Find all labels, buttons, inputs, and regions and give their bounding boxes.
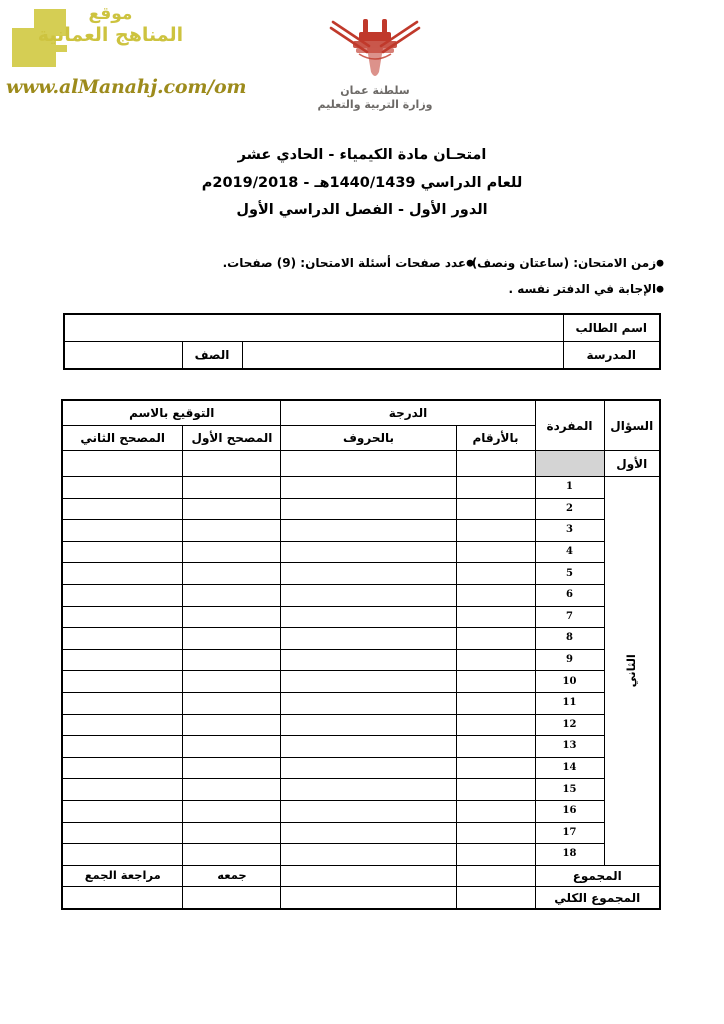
marker-first-cell[interactable]	[183, 671, 281, 693]
marker-second-cell[interactable]	[62, 822, 183, 844]
grade-letters-cell[interactable]	[281, 714, 456, 736]
marker-first-cell[interactable]	[183, 606, 281, 628]
marker-second-cell[interactable]	[62, 628, 183, 650]
watermark-url[interactable]: www.alManahj.com/om	[6, 76, 247, 98]
header-grade: الدرجة	[281, 400, 535, 426]
student-name-label: اسم الطالب	[563, 314, 660, 342]
grade-numbers-cell[interactable]	[456, 714, 535, 736]
school-label: المدرسة	[563, 342, 660, 370]
grade-numbers-cell[interactable]	[456, 649, 535, 671]
table-row-item	[62, 736, 660, 758]
grade-letters-cell[interactable]	[281, 606, 456, 628]
grade-numbers-cell[interactable]	[456, 692, 535, 714]
marker-second-cell[interactable]	[62, 477, 183, 499]
marker-first-cell[interactable]	[183, 520, 281, 542]
exam-pages-text: عدد صفحات أسئلة الامتحان: (9) صفحات.	[222, 256, 467, 270]
grade-letters-cell[interactable]	[281, 671, 456, 693]
item-number: 11	[535, 692, 604, 714]
school-field[interactable]	[242, 342, 563, 370]
header-grade-letters: بالحروف	[281, 426, 456, 451]
country-name: سلطنة عمان	[340, 84, 410, 97]
question-first-label: الأول	[604, 451, 660, 477]
marker-first-cell[interactable]	[183, 757, 281, 779]
answer-booklet-line	[508, 282, 664, 296]
total-label: المجموع	[535, 865, 660, 887]
header-marker-first: المصحح الأول	[183, 426, 281, 451]
item-number: 18	[535, 844, 604, 866]
table-row-item	[62, 498, 660, 520]
item-cell-disabled	[535, 451, 604, 477]
grade-numbers-cell[interactable]	[456, 541, 535, 563]
grade-numbers-cell[interactable]	[456, 606, 535, 628]
grade-numbers-cell[interactable]	[456, 584, 535, 606]
student-name-field[interactable]	[64, 314, 563, 342]
marker-second-cell[interactable]	[62, 800, 183, 822]
header-signature: التوقيع بالاسم	[62, 400, 281, 426]
marks-table	[61, 399, 661, 910]
item-number: 12	[535, 714, 604, 736]
grade-letters-cell[interactable]	[281, 520, 456, 542]
table-row-question-first	[62, 451, 660, 477]
exam-pages-line	[223, 256, 474, 270]
grade-numbers-cell[interactable]	[456, 563, 535, 585]
marker-second-cell[interactable]	[62, 649, 183, 671]
grade-letters-cell[interactable]	[281, 541, 456, 563]
total-numbers-cell[interactable]	[456, 865, 535, 887]
item-number: 1	[535, 477, 604, 499]
item-number: 8	[535, 628, 604, 650]
ministry-caption	[315, 84, 435, 112]
marker-second-cell[interactable]	[62, 563, 183, 585]
exam-title-subject: امتحـان مادة الكيمياء - الحادي عشر	[237, 147, 487, 163]
grade-letters-cell[interactable]	[281, 498, 456, 520]
table-row-item	[62, 671, 660, 693]
marker-first-cell[interactable]	[183, 451, 281, 477]
marker-first-cell[interactable]	[183, 692, 281, 714]
table-row-item	[62, 779, 660, 801]
oman-national-emblem	[315, 14, 435, 132]
grade-letters-cell[interactable]	[281, 451, 456, 477]
total-sum-review-label: مراجعة الجمع	[62, 865, 183, 887]
exam-duration-text: زمن الامتحان: (ساعتان ونصف)	[471, 256, 657, 270]
marker-first-cell[interactable]	[183, 563, 281, 585]
item-number: 16	[535, 800, 604, 822]
table-row-item	[62, 628, 660, 650]
marker-second-cell[interactable]	[62, 451, 183, 477]
table-row-item	[62, 477, 660, 499]
ministry-name: وزارة التربية والتعليم	[317, 97, 433, 111]
marker-second-cell[interactable]	[62, 736, 183, 758]
header-item: المفردة	[535, 400, 604, 451]
marker-second-cell[interactable]	[62, 671, 183, 693]
table-row-total	[62, 865, 660, 887]
grade-letters-cell[interactable]	[281, 628, 456, 650]
exam-info-block	[0, 256, 724, 302]
table-row-item	[62, 757, 660, 779]
table-row-item	[62, 541, 660, 563]
item-number: 6	[535, 584, 604, 606]
item-number: 10	[535, 671, 604, 693]
header-grade-numbers: بالأرقام	[456, 426, 535, 451]
item-number: 14	[535, 757, 604, 779]
grand-total-letters-cell[interactable]	[281, 887, 456, 909]
total-letters-cell[interactable]	[281, 865, 456, 887]
item-number: 9	[535, 649, 604, 671]
item-number: 3	[535, 520, 604, 542]
grade-letters-cell[interactable]	[281, 692, 456, 714]
marker-first-cell[interactable]	[183, 628, 281, 650]
exam-title-term: الدور الأول - الفصل الدراسي الأول	[236, 202, 488, 218]
site-watermark	[0, 0, 300, 105]
marks-header-row-1	[62, 400, 660, 426]
marker-first-cell[interactable]	[183, 779, 281, 801]
header-marker-second: المصحح الثاني	[62, 426, 183, 451]
item-number: 7	[535, 606, 604, 628]
item-number: 17	[535, 822, 604, 844]
grand-total-marker-second-cell[interactable]	[62, 887, 183, 909]
grade-letters-cell[interactable]	[281, 584, 456, 606]
marker-second-cell[interactable]	[62, 779, 183, 801]
student-info-table	[63, 313, 661, 370]
marker-second-cell[interactable]	[62, 520, 183, 542]
marker-second-cell[interactable]	[62, 498, 183, 520]
grade-numbers-cell[interactable]	[456, 477, 535, 499]
grade-letters-cell[interactable]	[281, 563, 456, 585]
table-row-item	[62, 800, 660, 822]
grade-numbers-cell[interactable]	[456, 736, 535, 758]
marker-first-cell[interactable]	[183, 541, 281, 563]
grade-letters-cell[interactable]	[281, 844, 456, 866]
table-row-item	[62, 584, 660, 606]
class-label: الصف	[182, 342, 242, 370]
exam-duration-line	[472, 256, 664, 270]
grade-letters-cell[interactable]	[281, 822, 456, 844]
grade-letters-cell[interactable]	[281, 477, 456, 499]
grade-numbers-cell[interactable]	[456, 671, 535, 693]
bullet-icon: ●	[656, 284, 664, 295]
table-row-item	[62, 520, 660, 542]
item-number: 4	[535, 541, 604, 563]
marker-first-cell[interactable]	[183, 736, 281, 758]
grade-letters-cell[interactable]	[281, 779, 456, 801]
grand-total-label: المجموع الكلي	[535, 887, 660, 909]
grade-numbers-cell[interactable]	[456, 757, 535, 779]
grade-letters-cell[interactable]	[281, 757, 456, 779]
grade-numbers-cell[interactable]	[456, 844, 535, 866]
class-field[interactable]	[64, 342, 182, 370]
table-row-item	[62, 692, 660, 714]
grade-numbers-cell[interactable]	[456, 498, 535, 520]
table-row-item	[62, 606, 660, 628]
grade-numbers-cell[interactable]	[456, 800, 535, 822]
table-row-item	[62, 714, 660, 736]
item-number: 13	[535, 736, 604, 758]
grade-numbers-cell[interactable]	[456, 451, 535, 477]
item-number: 15	[535, 779, 604, 801]
total-sum-label: جمعه	[183, 865, 281, 887]
marker-first-cell[interactable]	[183, 498, 281, 520]
marker-second-cell[interactable]	[62, 757, 183, 779]
marker-first-cell[interactable]	[183, 649, 281, 671]
watermark-line-1: موقع	[88, 4, 133, 24]
grand-total-numbers-cell[interactable]	[456, 887, 535, 909]
marker-second-cell[interactable]	[62, 541, 183, 563]
grade-numbers-cell[interactable]	[456, 822, 535, 844]
table-row-grand-total	[62, 887, 660, 909]
exam-title-block	[0, 148, 724, 231]
marker-second-cell[interactable]	[62, 692, 183, 714]
answer-booklet-text: الإجابة في الدفتر نفسه .	[508, 282, 657, 296]
marker-second-cell[interactable]	[62, 606, 183, 628]
marker-second-cell[interactable]	[62, 844, 183, 866]
item-number: 5	[535, 563, 604, 585]
marker-first-cell[interactable]	[183, 822, 281, 844]
table-row-item	[62, 563, 660, 585]
table-row-school	[64, 342, 660, 370]
grade-numbers-cell[interactable]	[456, 520, 535, 542]
table-row-item	[62, 822, 660, 844]
khanjar-emblem-icon	[323, 14, 427, 86]
exam-title-year: للعام الدراسي 1440/1439هـ - 2019/2018م	[201, 174, 523, 191]
table-row-student-name	[64, 314, 660, 342]
grade-letters-cell[interactable]	[281, 800, 456, 822]
bullet-icon: ●	[656, 258, 664, 269]
marker-first-cell[interactable]	[183, 477, 281, 499]
bullet-icon: ●	[466, 258, 474, 269]
marker-second-cell[interactable]	[62, 714, 183, 736]
question-second-text: الثاني	[623, 654, 638, 688]
watermark-line-2: المناهج العمانية	[37, 24, 184, 47]
grade-letters-cell[interactable]	[281, 649, 456, 671]
grade-letters-cell[interactable]	[281, 736, 456, 758]
marker-first-cell[interactable]	[183, 844, 281, 866]
watermark-text	[13, 4, 208, 46]
grade-numbers-cell[interactable]	[456, 779, 535, 801]
table-row-item	[62, 844, 660, 866]
header-question: السؤال	[604, 400, 660, 451]
item-number: 2	[535, 498, 604, 520]
grand-total-marker-first-cell[interactable]	[183, 887, 281, 909]
question-second-label	[604, 477, 660, 866]
marker-first-cell[interactable]	[183, 584, 281, 606]
marker-first-cell[interactable]	[183, 800, 281, 822]
marker-first-cell[interactable]	[183, 714, 281, 736]
grade-numbers-cell[interactable]	[456, 628, 535, 650]
marker-second-cell[interactable]	[62, 584, 183, 606]
table-row-item	[62, 649, 660, 671]
